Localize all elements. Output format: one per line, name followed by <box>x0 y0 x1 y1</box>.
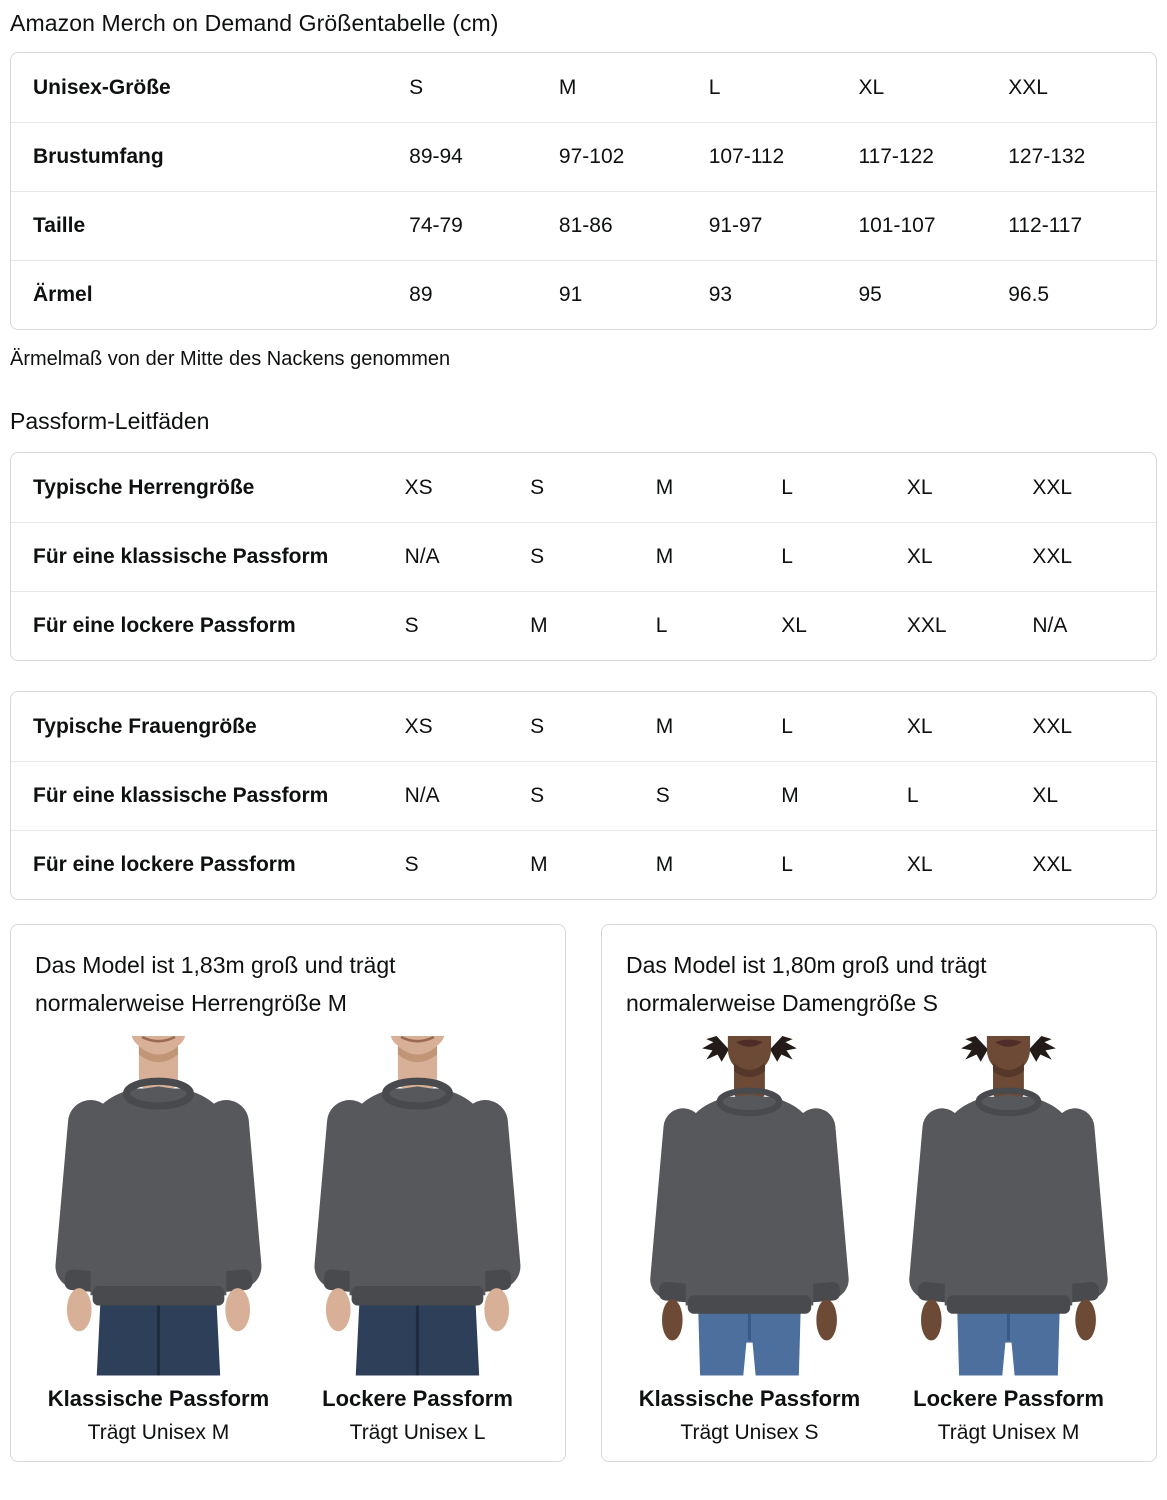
size-cell: 101-107 <box>856 191 1006 260</box>
size-cell: L <box>654 591 780 660</box>
row-label: Typische Herrengröße <box>33 475 255 499</box>
size-cell: M <box>528 830 654 899</box>
table-row <box>11 761 1156 830</box>
size-cell: 96.5 <box>1006 260 1156 329</box>
size-cell: 74-79 <box>407 191 557 260</box>
men-fit-table <box>10 452 1157 661</box>
female-model-classic-image <box>626 1036 873 1376</box>
table-row <box>11 122 1156 191</box>
table-row <box>11 692 1156 761</box>
model-figure <box>626 1036 873 1445</box>
figure-caption <box>885 1386 1132 1445</box>
model-figure <box>294 1036 541 1445</box>
size-caption: Trägt Unisex M <box>937 1420 1080 1444</box>
size-cell: 97-102 <box>557 122 707 191</box>
size-cell: L <box>779 830 905 899</box>
figure-caption <box>294 1386 541 1445</box>
model-figures <box>626 1036 1132 1445</box>
size-cell: S <box>403 830 529 899</box>
size-cell: 91 <box>557 260 707 329</box>
size-cell: XXL <box>1030 522 1156 591</box>
female-model-loose-image <box>885 1036 1132 1376</box>
size-cell: XL <box>906 714 933 738</box>
men-fit-table-body <box>11 453 1156 660</box>
model-description: Das Model ist 1,83m groß und trägt normalerweise Herrengröße M <box>35 952 396 1016</box>
size-cell: 89 <box>407 260 557 329</box>
row-label: Für eine klassische Passform <box>11 761 403 830</box>
table-row <box>11 830 1156 899</box>
size-cell: 89-94 <box>407 122 557 191</box>
model-description: Das Model ist 1,80m groß und trägt normalerweise Damengröße S <box>626 952 987 1016</box>
size-cell: L <box>779 522 905 591</box>
size-cell: XL <box>905 830 1031 899</box>
unisex-size-table <box>10 52 1157 330</box>
size-cell: S <box>530 475 545 499</box>
size-cell: N/A <box>403 522 529 591</box>
women-fit-table <box>10 691 1157 900</box>
size-cell: M <box>779 761 905 830</box>
size-cell: 127-132 <box>1006 122 1156 191</box>
size-cell: XL <box>779 591 905 660</box>
size-cell: M <box>654 830 780 899</box>
size-cell: XL <box>905 522 1031 591</box>
size-cell: 81-86 <box>557 191 707 260</box>
size-cell: S <box>403 591 529 660</box>
size-cell: XXL <box>1032 714 1073 738</box>
fit-caption: Klassische Passform <box>47 1385 270 1411</box>
model-figures <box>35 1036 541 1445</box>
male-model-card <box>10 924 566 1462</box>
size-cell: S <box>409 75 424 99</box>
size-cell: M <box>654 522 780 591</box>
size-cell: XXL <box>1032 475 1073 499</box>
size-cell: XXL <box>1008 75 1048 99</box>
table-row <box>11 453 1156 522</box>
table-row <box>11 191 1156 260</box>
size-cell: 112-117 <box>1006 191 1156 260</box>
size-caption: Trägt Unisex L <box>349 1420 486 1444</box>
size-cell: L <box>781 714 793 738</box>
size-cell: N/A <box>1030 591 1156 660</box>
table-row <box>11 53 1156 122</box>
row-label: Für eine lockere Passform <box>11 830 403 899</box>
size-cell: XL <box>1030 761 1156 830</box>
model-cards-row <box>10 924 1157 1462</box>
size-cell: XL <box>858 75 885 99</box>
size-cell: L <box>905 761 1031 830</box>
table-row <box>11 522 1156 591</box>
unisex-size-table-body <box>11 53 1156 329</box>
size-caption: Trägt Unisex S <box>680 1420 819 1444</box>
size-cell: 107-112 <box>707 122 857 191</box>
size-cell: 95 <box>856 260 1006 329</box>
size-cell: XXL <box>905 591 1031 660</box>
size-cell: S <box>528 522 654 591</box>
size-cell: L <box>708 75 721 99</box>
figure-caption <box>35 1386 282 1445</box>
table-row <box>11 260 1156 329</box>
size-cell: L <box>781 475 793 499</box>
size-cell: XXL <box>1030 830 1156 899</box>
size-cell: M <box>655 475 674 499</box>
size-cell: XL <box>906 475 933 499</box>
figure-caption <box>626 1386 873 1445</box>
size-cell: S <box>528 761 654 830</box>
size-cell: XS <box>404 714 433 738</box>
fit-caption: Lockere Passform <box>913 1385 1104 1411</box>
male-model-loose-image <box>294 1036 541 1376</box>
size-cell: S <box>654 761 780 830</box>
row-label: Brustumfang <box>11 122 407 191</box>
row-label: Für eine klassische Passform <box>11 522 403 591</box>
size-cell: 117-122 <box>856 122 1006 191</box>
row-label: Für eine lockere Passform <box>11 591 403 660</box>
size-cell: M <box>655 714 674 738</box>
row-label: Unisex-Größe <box>33 75 171 99</box>
sleeve-measure-note: Ärmelmaß von der Mitte des Nackens genommen <box>10 348 451 370</box>
size-cell: N/A <box>403 761 529 830</box>
fit-caption: Lockere Passform <box>322 1385 513 1411</box>
fit-caption: Klassische Passform <box>638 1385 861 1411</box>
size-cell: XS <box>404 475 433 499</box>
model-figure <box>35 1036 282 1445</box>
row-label: Taille <box>11 191 407 260</box>
page-title: Amazon Merch on Demand Größentabelle (cm) <box>10 10 499 36</box>
row-label: Ärmel <box>11 260 407 329</box>
model-figure <box>885 1036 1132 1445</box>
row-label: Typische Frauengröße <box>33 714 257 738</box>
size-cell: S <box>530 714 545 738</box>
size-cell: 91-97 <box>707 191 857 260</box>
fit-guides-heading: Passform-Leitfäden <box>10 408 210 434</box>
women-fit-table-body <box>11 692 1156 899</box>
size-cell: M <box>558 75 577 99</box>
size-caption: Trägt Unisex M <box>87 1420 230 1444</box>
male-model-classic-image <box>35 1036 282 1376</box>
table-row <box>11 591 1156 660</box>
size-cell: 93 <box>707 260 857 329</box>
size-cell: M <box>528 591 654 660</box>
female-model-card <box>601 924 1157 1462</box>
